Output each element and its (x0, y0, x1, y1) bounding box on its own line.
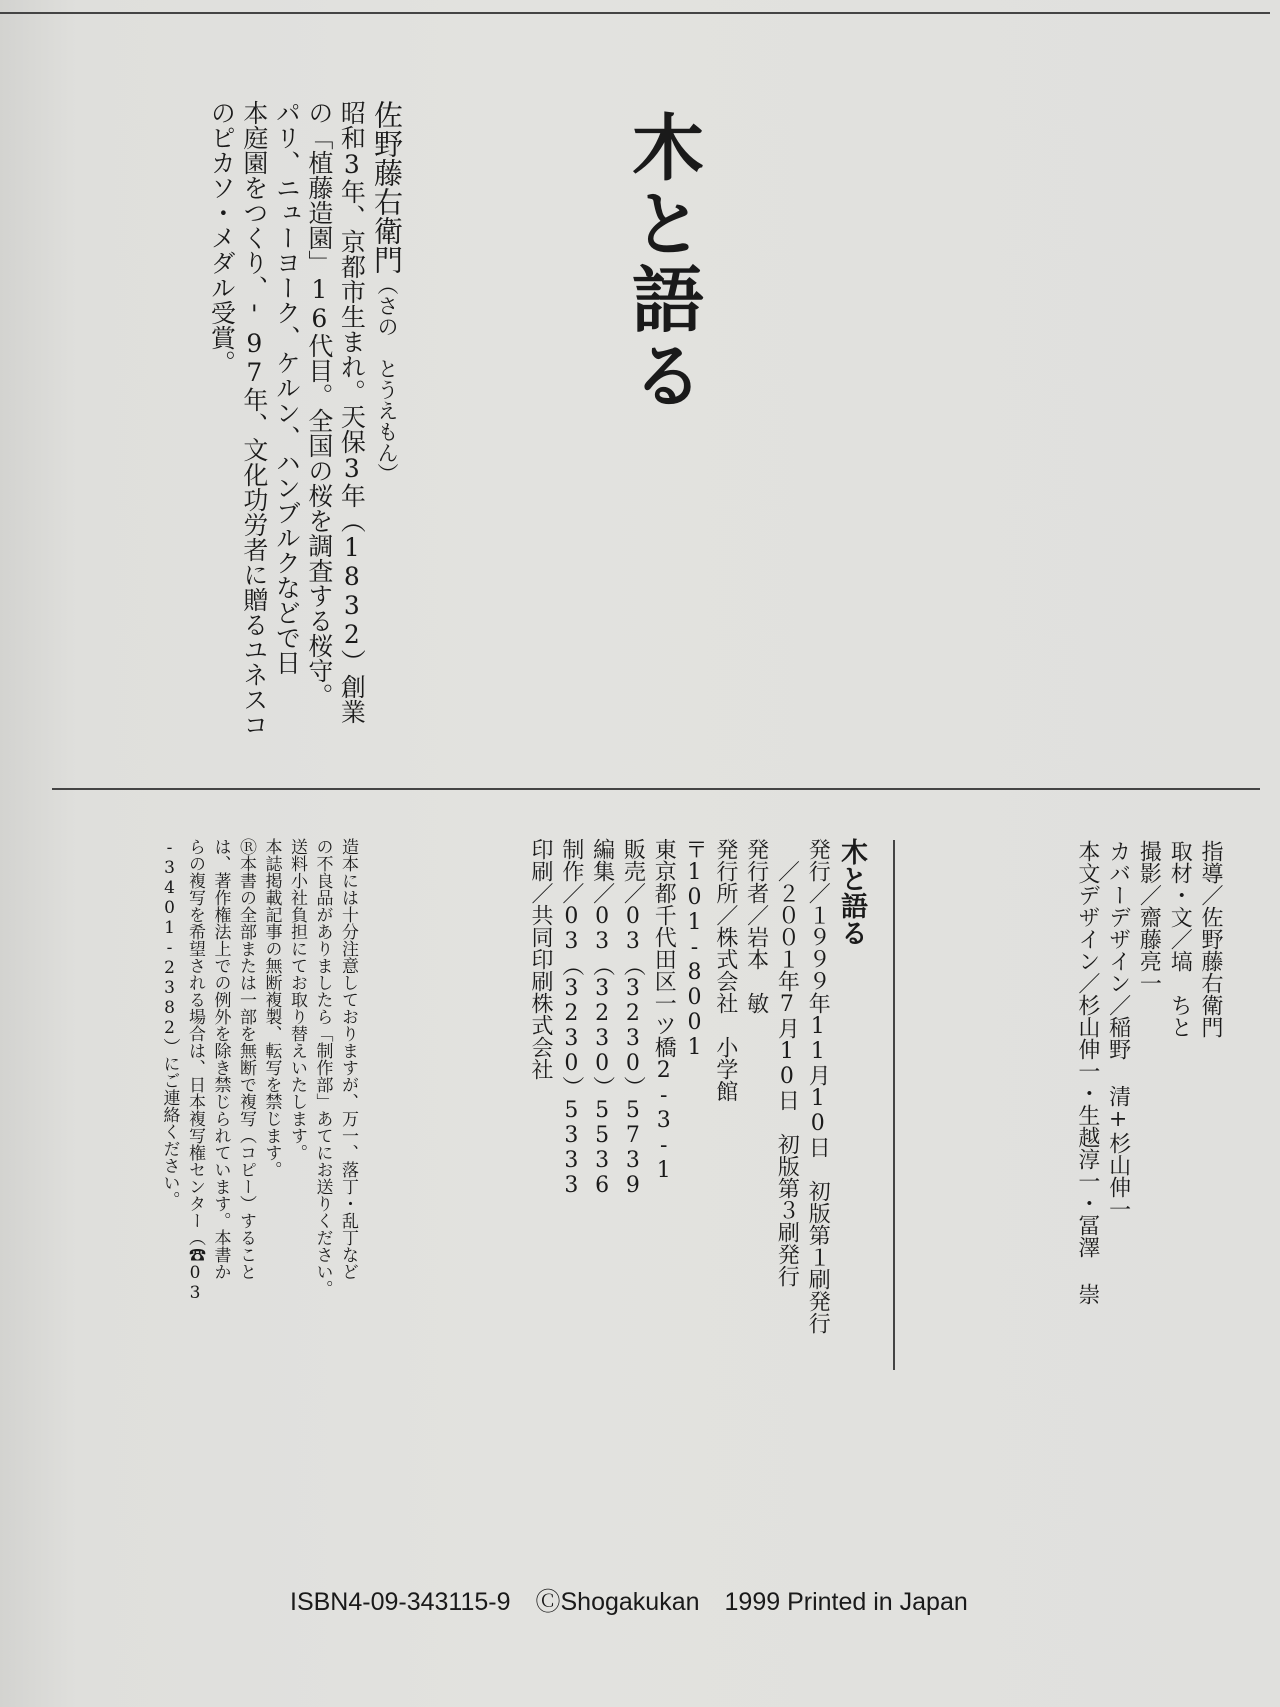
colophon-line: 発行者／岩本 敏 (743, 838, 769, 1014)
notice-line: 本誌掲載記事の無断複製、転写を禁じます。 (261, 838, 282, 1178)
credit-line: 取材・文／塙 ちと (1167, 840, 1193, 1038)
bio-line: のピカソ・メダル受賞。 (207, 100, 237, 375)
notice-line: は、著作権法上での例外を除き禁じられています。本書か (210, 838, 231, 1280)
credits (985, 840, 1225, 1360)
credit-line: 撮影／齋藤亮一 (1136, 840, 1162, 994)
bio-line: 昭和3年、京都市生まれ。天保3年（1832）創業 (337, 100, 367, 724)
notice-line: 造本には十分注意しておりますが、万一、落丁・乱丁など (338, 838, 358, 1280)
author-bio (207, 100, 405, 780)
section-divider (52, 788, 1260, 790)
colophon (358, 838, 870, 1378)
notice-line: 送料小社負担にてお取り替えいたします。 (287, 838, 307, 1161)
notice-line: らの複写を希望される場合は、日本複写権センター（☎03 (185, 838, 205, 1303)
colophon-book-title: 木と語る (836, 838, 867, 946)
author-name: 佐野藤右衛門 (370, 100, 404, 274)
credit-line: 本文デザイン／杉山伸一・生越淳一・冨澤 崇 (1074, 840, 1100, 1305)
colophon-rule (893, 840, 895, 1370)
bio-line: 本庭園をつくり、'97年、文化功労者に贈るユネスコ (239, 100, 269, 737)
notice-line: の不良品がありましたら「制作部」あてにお送りください。 (312, 838, 333, 1297)
colophon-line: 編集／03（3230）5536 (589, 838, 615, 1198)
bio-line: の「植藤造園」16代目。全国の桜を調査する桜守。 (304, 100, 334, 708)
top-rule (0, 12, 1270, 14)
colophon-line: 発行／１９９９年11月10日 初版第１刷発行 (805, 838, 831, 1334)
colophon-line: 〒101-8001 (682, 838, 708, 1060)
author-reading: （さの とうえもん） (375, 274, 399, 484)
colophon-line: 東京都千代田区一ツ橋2-3-1 (651, 838, 677, 1183)
colophon-line: 印刷／共同印刷株式会社 (528, 838, 554, 1080)
copyright-notice (60, 838, 360, 1398)
credit-line: カバーデザイン／稲野 清+杉山伸一 (1105, 840, 1131, 1220)
isbn-footer: ISBN4-09-343115-9 ⒸShogakukan 1999 Printed in Japan (290, 1588, 968, 1616)
colophon-line: ／２００１年7月10日 初版第３刷発行 (774, 838, 800, 1287)
author-name-line (367, 100, 405, 780)
credit-line: 指導／佐野藤右衛門 (1198, 840, 1223, 1038)
colophon-line: 発行所／株式会社 小学館 (712, 838, 738, 1102)
notice-line: Ⓡ本書の全部または一部を無断で複写（コピー）すること (236, 838, 256, 1280)
notice-line: -3401-2382）にご連絡ください。 (159, 838, 180, 1208)
colophon-line: 制作／03（3230）5333 (558, 838, 584, 1198)
bio-line: パリ、ニューヨーク、ケルン、ハンブルクなどで日 (272, 100, 302, 675)
colophon-line: 販売／03（3230）5739 (620, 838, 646, 1198)
book-title: 木と語る (620, 110, 705, 414)
